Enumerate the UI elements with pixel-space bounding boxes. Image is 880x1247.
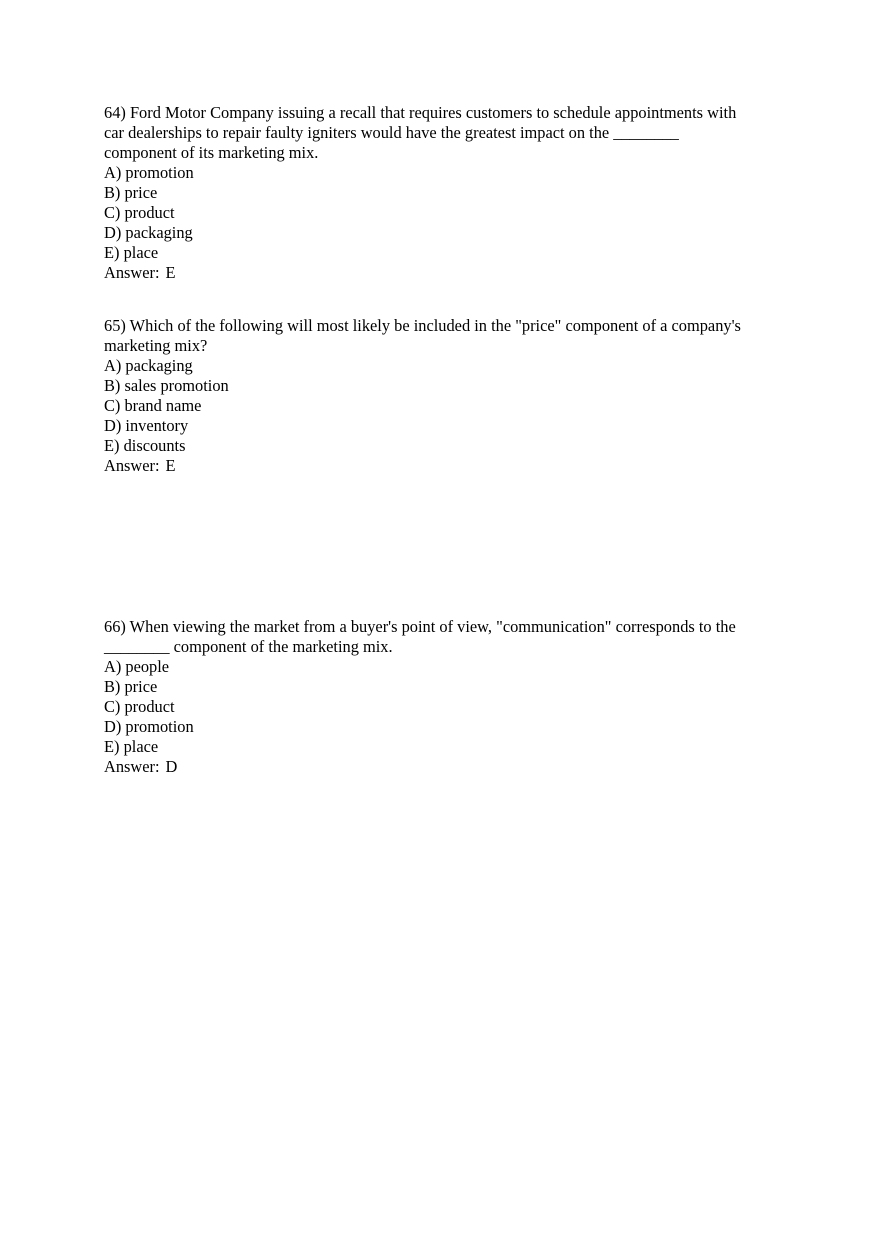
question-65 [104, 316, 784, 476]
option-a: A) people [104, 657, 170, 676]
option-a: A) promotion [104, 163, 194, 182]
option-d: D) inventory [104, 416, 189, 435]
option-e: E) place [104, 243, 159, 262]
option-c: C) brand name [104, 396, 202, 415]
stem-line: marketing mix? [104, 336, 208, 355]
answer-label: Answer: [104, 456, 160, 475]
question-66 [104, 617, 784, 777]
option-e: E) discounts [104, 436, 186, 455]
option-c: C) product [104, 203, 175, 222]
option-b: B) sales promotion [104, 376, 229, 395]
option-b: B) price [104, 183, 158, 202]
answer-line [104, 757, 784, 777]
stem-line: ________ component of the marketing mix. [104, 637, 393, 656]
option-d: D) promotion [104, 717, 194, 736]
answer-label: Answer: [104, 263, 160, 282]
option-d: D) packaging [104, 223, 193, 242]
answer-line [104, 456, 784, 476]
answer-value: E [165, 456, 176, 475]
question-stem [104, 316, 784, 356]
answer-value: D [165, 757, 178, 776]
stem-line: 65) Which of the following will most likely be included in the "price" component of a company's [104, 316, 741, 335]
option-c: C) product [104, 697, 175, 716]
stem-line: car dealerships to repair faulty igniters would have the greatest impact on the ________ [104, 123, 679, 142]
stem-line: 64) Ford Motor Company issuing a recall that requires customers to schedule appointments with [104, 103, 737, 122]
answer-line [104, 263, 784, 283]
question-64 [104, 103, 784, 283]
stem-line: 66) When viewing the market from a buyer's point of view, "communication" corresponds to the [104, 617, 736, 636]
question-stem [104, 103, 784, 163]
answer-value: E [165, 263, 176, 282]
question-stem [104, 617, 784, 657]
stem-line: component of its marketing mix. [104, 143, 319, 162]
answer-label: Answer: [104, 757, 160, 776]
option-a: A) packaging [104, 356, 193, 375]
option-b: B) price [104, 677, 158, 696]
option-e: E) place [104, 737, 159, 756]
